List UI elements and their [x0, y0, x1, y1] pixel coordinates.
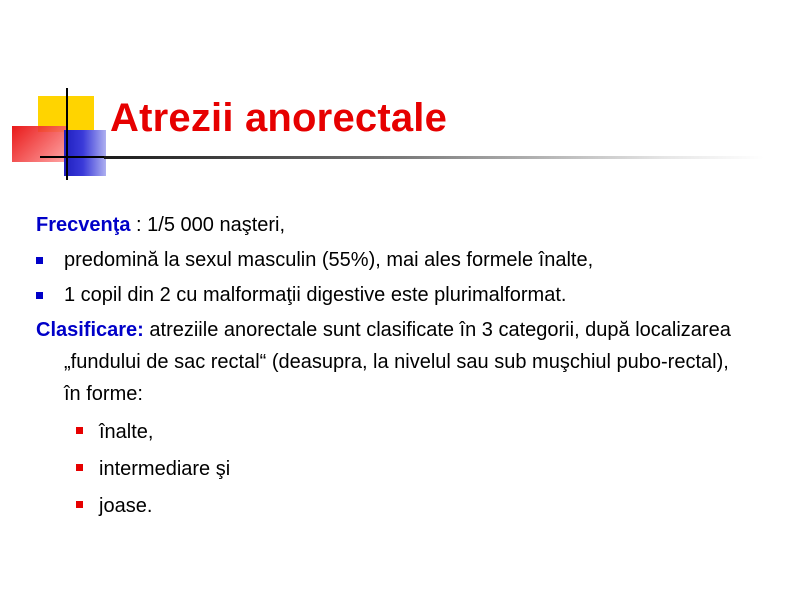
classification-paragraph — [36, 313, 736, 414]
logo-blue-block — [64, 130, 106, 176]
bullet-item: predomină la sexul masculin (55%), mai ales formele înalte, — [36, 243, 736, 278]
bullet-item: 1 copil din 2 cu malformaţii digestive este plurimalformat. — [36, 278, 736, 313]
form-bullet-item: intermediare şi — [36, 451, 736, 488]
classification-text: atreziile anorectale sunt clasificate în 3 categorii, după localizarea „fundului de sac rectal“ (deasupra, la nivelul sau sub muşchiul pubo-rectal), în forme: — [64, 319, 731, 405]
frequency-label: Frecvenţa — [36, 214, 131, 236]
slide-title: Atrezii anorectale — [110, 96, 448, 140]
form-bullet-item: joase. — [36, 488, 736, 525]
frequency-paragraph — [36, 208, 736, 243]
form-bullet-item: înalte, — [36, 414, 736, 451]
slide-body — [36, 208, 736, 525]
frequency-text: : 1/5 000 naşteri, — [130, 214, 286, 236]
title-underline — [104, 156, 764, 159]
classification-label: Clasificare: — [36, 319, 144, 341]
logo-vertical-line — [66, 88, 68, 180]
logo-horizontal-line — [40, 156, 110, 158]
